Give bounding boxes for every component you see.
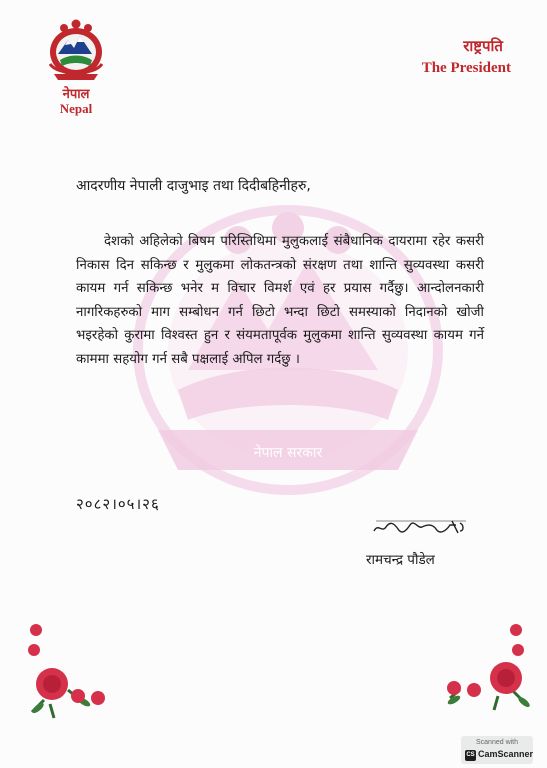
office-title-english: The President: [421, 60, 511, 76]
nepal-emblem: [40, 14, 112, 84]
rhododendron-decoration-left: [24, 620, 124, 720]
country-name-native: नेपाल: [62, 87, 90, 102]
camscanner-logo-icon: CS: [465, 750, 476, 761]
rhododendron-decoration-right: [440, 618, 535, 713]
letter-date: २०८२।०५।२६: [76, 495, 160, 513]
office-title-native: राष्ट्रपति: [463, 37, 503, 55]
country-name-english: Nepal: [59, 101, 93, 116]
signer-name: रामचन्द्र पौडेल: [366, 552, 435, 568]
scanner-caption: Scanned with: [475, 739, 519, 746]
letter-paragraph: देशको अहिलेको बिषम परिस्तिथिमा मुलुकलाई संबैधानिक दायरामा रहेर कसरी निकास दिन सकिन्छ र मुलुकमा लोकतन्त्रको संरक्षण तथा शान्ति सुव्यवस्था कसरी कायम गर्न सकिन्छ भनेर म विचार विमर्श एवं हर प्रयास गर्दैछु। आन्दोलनकारी नागरिकहरुको माग सम्बोधन गर्न छिटो भन्दा छिटो समस्याको निदानको खोजी भइरहेको कुरामा विश्वस्त हुन र संयमतापूर्वक मुलुकमा शान्ति सुव्यवस्था कायम गर्ने काममा सहयोग गर्न सबै पक्षलाई अपिल गर्दछु ।: [76, 234, 484, 367]
scanner-brand: CamScanner: [478, 749, 534, 759]
letter-body: [76, 230, 484, 372]
handwritten-signature: [372, 517, 468, 537]
salutation: आदरणीय नेपाली दाजुभाइ तथा दिदीबहिनीहरु,: [76, 178, 311, 194]
watermark-text: नेपाल सरकार: [253, 445, 323, 461]
camscanner-watermark: [461, 736, 533, 764]
